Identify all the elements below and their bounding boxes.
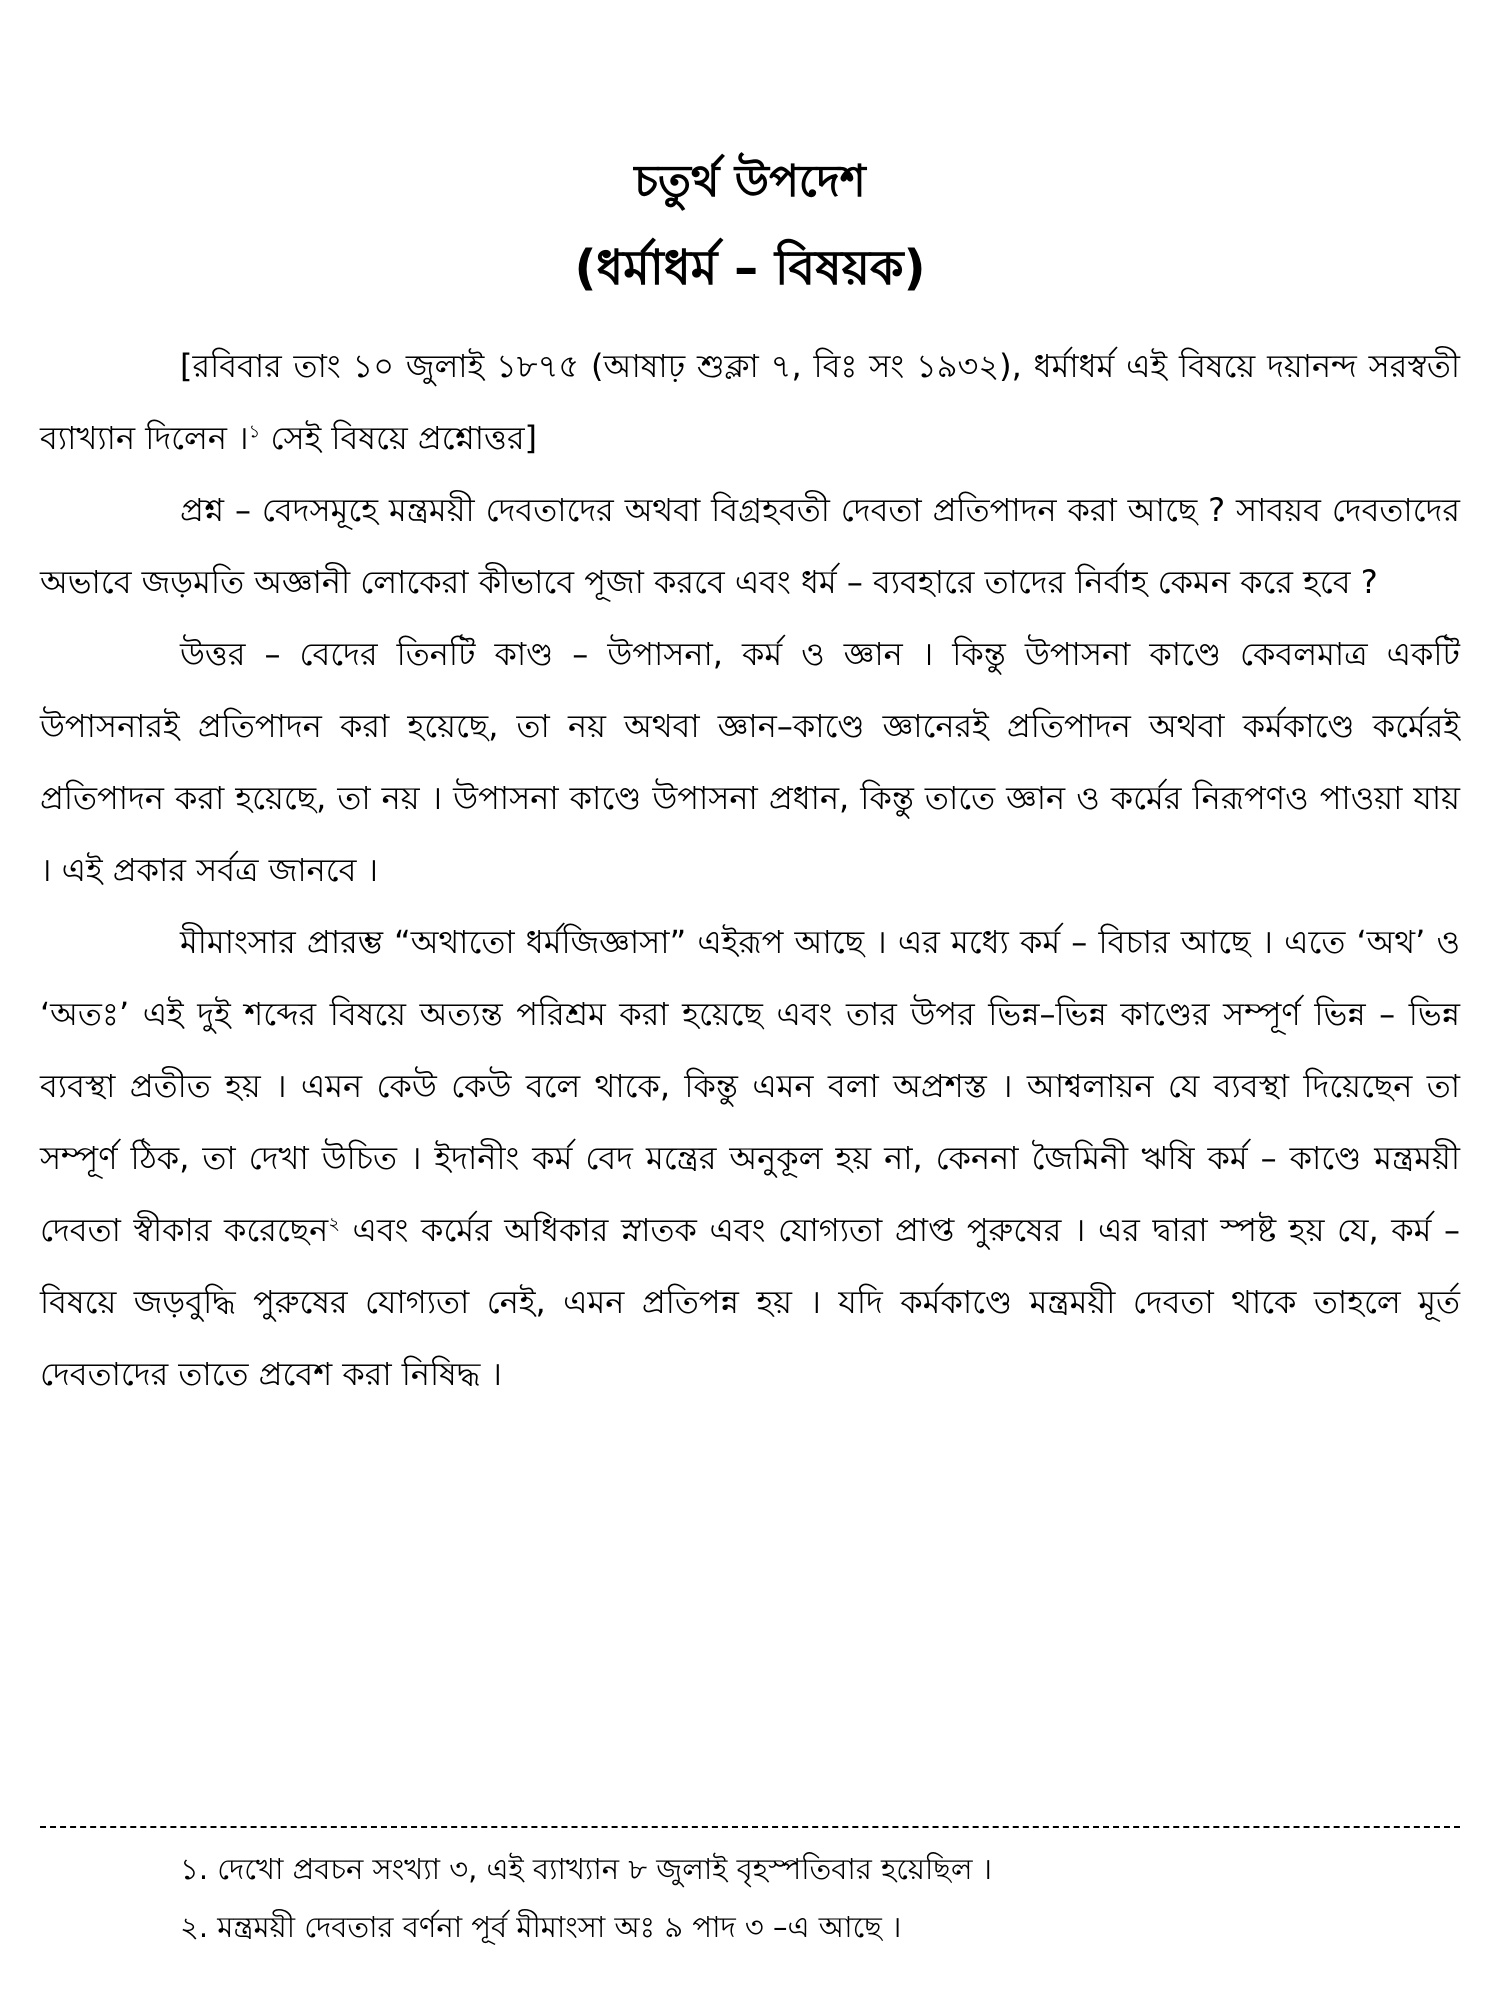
footnote-1: ১. দেখো প্রবচন সংখ্যা ৩, এই ব্যাখ্যান ৮ জুলাই বৃহস্পতিবার হয়েছিল । [180, 1852, 993, 1886]
question-paragraph: প্রশ্ন – বেদসমূহে মন্ত্রময়ী দেবতাদের অথবা বিগ্রহবতী দেবতা প্রতিপাদন করা আছে ? সাবয়ব দেবতাদের অভাবে জড়মতি অজ্ঞানী লোকেরা কীভাবে পূজা করবে এবং ধর্ম – ব্যবহারে তাদের নির্বাহ কেমন করে হবে ? [40, 491, 1460, 601]
intro-paragraph [40, 330, 1460, 474]
answer-paragraph: উত্তর – বেদের তিনটি কাণ্ড – উপাসনা, কর্ম ও জ্ঞান । কিন্তু উপাসনা কাণ্ডে কেবলমাত্র একটি উপাসনারই প্রতিপাদন করা হয়েছে, তা নয় অথবা জ্ঞান–কাণ্ডে জ্ঞানেরই প্রতিপাদন অথবা কর্মকাণ্ডে কর্মেরই প্রতিপাদন করা হয়েছে, তা নয় । উপাসনা কাণ্ডে উপাসনা প্রধান, কিন্তু তাতে জ্ঞান ও কর্মের নিরূপণও পাওয়া যায় । এই প্রকার সর্বত্র জানবে । [40, 635, 1460, 889]
mimamsa-paragraph [40, 906, 1460, 1410]
body-text [40, 330, 1460, 1410]
chapter-subtitle: (ধর্মাধর্ম – বিষয়ক) [574, 240, 926, 296]
footnote-ref-2: ২ [328, 1213, 340, 1235]
mimamsa-text-after: এবং কর্মের অধিকার স্নাতক এবং যোগ্যতা প্রাপ্ত পুরুষের । এর দ্বারা স্পষ্ট হয় যে, কর্ম –বিষয়ে জড়বুদ্ধি পুরুষের যোগ্যতা নেই, এমন প্রতিপন্ন হয় । যদি কর্মকাণ্ডে মন্ত্রময়ী দেবতা থাকে তাহলে মূর্ত দেবতাদের তাতে প্রবেশ করা নিষিদ্ধ । [40, 1211, 1460, 1393]
intro-text: [রবিবার তাং ১০ জুলাই ১৮৭৫ (আষাঢ় শুক্লা ৭, বিঃ সং ১৯৩২), ধর্মাধর্ম এই বিষয়ে দয়ানন্দ সরস্বতী ব্যাখ্যান দিলেন । [40, 347, 1460, 457]
footnote-ref-1: ১ [248, 421, 261, 443]
footnote-divider [40, 1826, 1460, 1828]
footnote-2: ২. মন্ত্রময়ী দেবতার বর্ণনা পূর্ব মীমাংসা অঃ ৯ পাদ ৩ –এ আছে । [180, 1910, 902, 1944]
footnotes [180, 1840, 1460, 1956]
mimamsa-text-before: মীমাংসার প্রারম্ভ “অথাতো ধর্মজিজ্ঞাসা” এইরূপ আছে । এর মধ্যে কর্ম – বিচার আছে । এতে ‘অথ’ ও ‘অতঃ’ এই দুই শব্দের বিষয়ে অত্যন্ত পরিশ্রম করা হয়েছে এবং তার উপর ভিন্ন–ভিন্ন কাণ্ডের সম্পূর্ণ ভিন্ন – ভিন্ন ব্যবস্থা প্রতীত হয় । এমন কেউ কেউ বলে থাকে, কিন্তু এমন বলা অপ্রশস্ত । আশ্বলায়ন যে ব্যবস্থা দিয়েছেন তা সম্পূর্ণ ঠিক, তা দেখা উচিত । ইদানীং কর্ম বেদ মন্ত্রের অনুকূল হয় না, কেননা জৈমিনী ঋষি কর্ম – কাণ্ডে মন্ত্রময়ী দেবতা স্বীকার করেছেন [40, 923, 1460, 1249]
intro-tail: সেই বিষয়ে প্রশ্নোত্তর] [260, 419, 538, 457]
chapter-title: চতুর্থ উপদেশ [634, 156, 866, 207]
